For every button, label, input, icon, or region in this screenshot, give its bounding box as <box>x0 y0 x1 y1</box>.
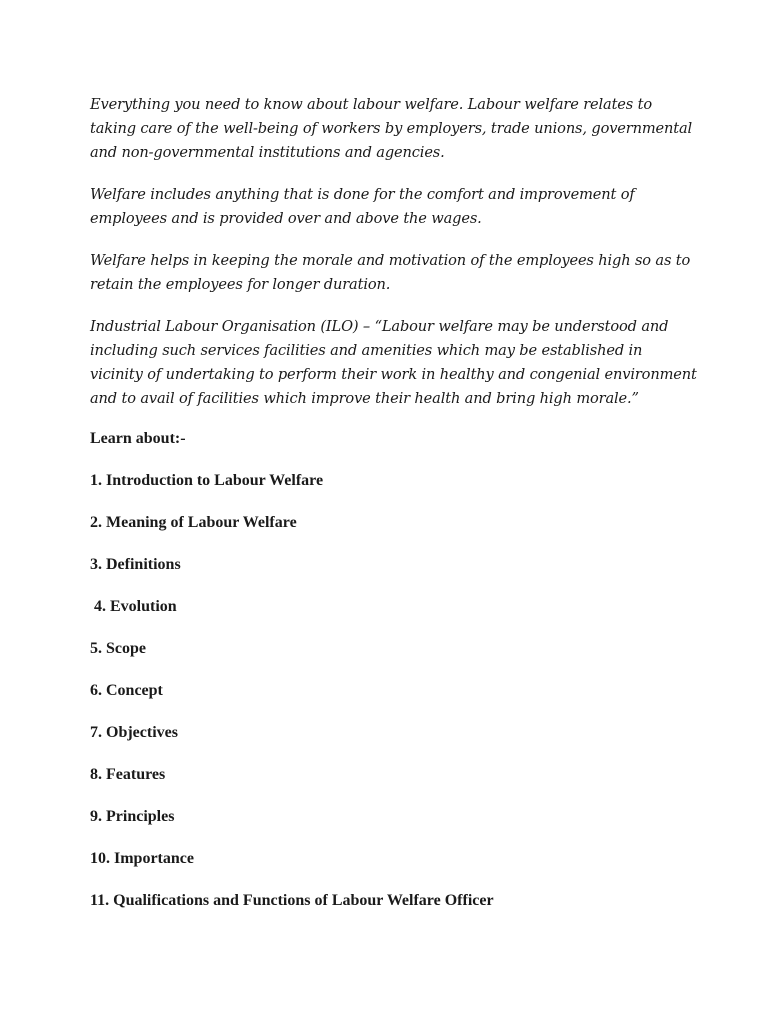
topic-item: 4. Evolution <box>90 598 177 615</box>
topic-item: 8. Features <box>90 766 166 783</box>
topic-item: 7. Objectives <box>90 724 178 741</box>
topic-item: 9. Principles <box>90 808 175 825</box>
paragraph-line: and to avail of facilities which improve their health and bring high morale.” <box>90 390 639 407</box>
topic-item: 11. Qualifications and Functions of Labour Welfare Officer <box>90 892 494 909</box>
paragraph-line: vicinity of undertaking to perform their work in healthy and congenial environment <box>90 366 697 383</box>
paragraph-line: Welfare helps in keeping the morale and motivation of the employees high so as to <box>90 252 691 269</box>
paragraph-line: including such services facilities and amenities which may be established in <box>90 342 643 359</box>
paragraph-line: employees and is provided over and above the wages. <box>90 210 482 227</box>
topic-item: 6. Concept <box>90 682 163 699</box>
document-page <box>90 93 697 911</box>
welfare-morale-paragraph <box>90 249 690 297</box>
paragraph-line: taking care of the well-being of workers by employers, trade unions, governmental <box>90 120 693 137</box>
topic-item: 2. Meaning of Labour Welfare <box>90 514 297 531</box>
intro-paragraph <box>90 93 693 165</box>
topic-item: 3. Definitions <box>90 556 181 573</box>
paragraph-line: Industrial Labour Organisation (ILO) – “Labour welfare may be understood and <box>90 318 669 335</box>
topic-item: 5. Scope <box>90 640 146 657</box>
paragraph-line: retain the employees for longer duration. <box>90 276 391 293</box>
learn-about-heading: Learn about:- <box>90 430 186 447</box>
topic-item: 10. Importance <box>90 850 194 867</box>
welfare-includes-paragraph <box>90 183 690 231</box>
ilo-definition-paragraph <box>90 315 697 411</box>
paragraph-line: Everything you need to know about labour welfare. Labour welfare relates to <box>90 96 652 113</box>
paragraph-line: and non-governmental institutions and agencies. <box>90 144 445 161</box>
paragraph-line: Welfare includes anything that is done for the comfort and improvement of <box>90 186 635 203</box>
topics-list <box>90 471 690 911</box>
topic-item: 1. Introduction to Labour Welfare <box>90 472 324 489</box>
